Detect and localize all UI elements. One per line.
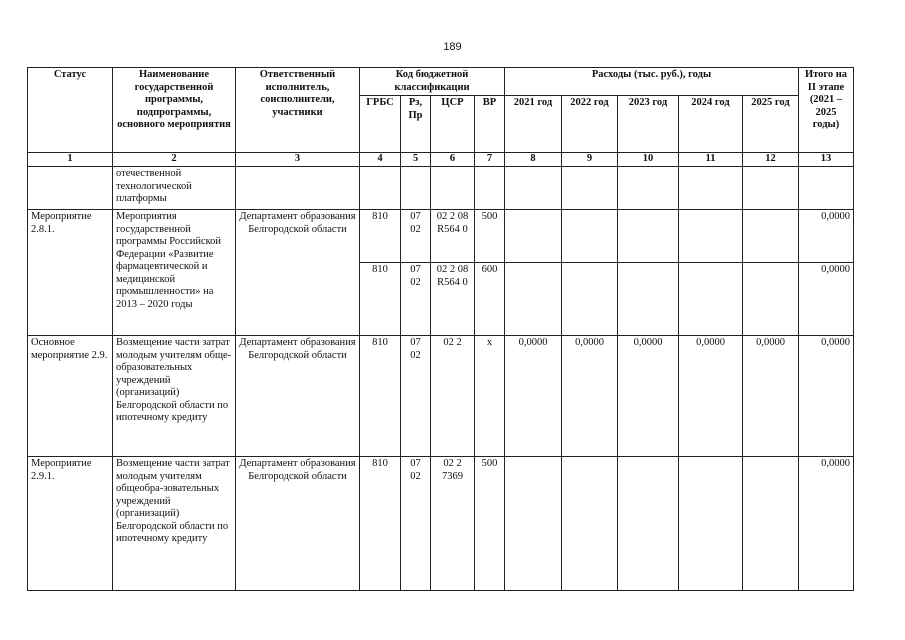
grbs-cell: 810 (360, 457, 401, 591)
header-csr: ЦСР (431, 96, 475, 153)
amount-2023-cell: 0,0000 (618, 336, 679, 457)
header-total: Итого на II этапе (2021 – 2025 годы) (799, 68, 854, 153)
table-row-continued (28, 167, 854, 210)
page-number: 189 (443, 41, 462, 53)
grbs-cell: 810 (360, 210, 401, 263)
amount-2021-cell: 0,0000 (505, 336, 562, 457)
header-2022: 2022 год (562, 96, 618, 153)
table-row-2-9 (28, 336, 854, 457)
total-cell: 0,0000 (799, 263, 854, 336)
col-num: 13 (799, 153, 854, 167)
name-cell: Возмещение части затрат молодым учителям общеобра-зовательных учреждений (организаций) Белгородской области по ипотечному кредиту (113, 457, 236, 591)
csr-cell: 02 2 7369 (431, 457, 475, 591)
rzpr-cell: 07 02 (401, 210, 431, 263)
csr-cell: 02 2 08 R564 0 (431, 210, 475, 263)
status-cell: Мероприятие 2.9.1. (28, 457, 113, 591)
col-num: 6 (431, 153, 475, 167)
header-vr: ВР (475, 96, 505, 153)
total-cell: 0,0000 (799, 336, 854, 457)
col-num: 9 (562, 153, 618, 167)
header-row-1 (28, 68, 854, 96)
col-num: 10 (618, 153, 679, 167)
vr-cell: 500 (475, 457, 505, 591)
col-num: 12 (743, 153, 799, 167)
col-num: 2 (113, 153, 236, 167)
col-num: 8 (505, 153, 562, 167)
vr-cell: 500 (475, 210, 505, 263)
header-2024: 2024 год (679, 96, 743, 153)
header-status: Статус (28, 68, 113, 153)
col-num: 3 (236, 153, 360, 167)
name-cell: Мероприятия государственной программы Российской Федерации «Развитие фармацевтической и медицинской промышленности» на 2013 – 2020 годы (113, 210, 236, 336)
rzpr-cell: 07 02 (401, 263, 431, 336)
name-cell: Возмещение части затрат молодым учителям обще-образовательных учреждений (организаций) Белгородской области по ипотечному кредиту (113, 336, 236, 457)
col-num: 4 (360, 153, 401, 167)
responsible-cell: Департамент образования Белгородской области (236, 457, 360, 591)
grbs-cell: 810 (360, 336, 401, 457)
grbs-cell: 810 (360, 263, 401, 336)
amount-2025-cell: 0,0000 (743, 336, 799, 457)
budget-table (27, 67, 854, 591)
header-rzpr: Рз, Пр (401, 96, 431, 153)
col-num: 11 (679, 153, 743, 167)
status-cell: Основное мероприятие 2.9. (28, 336, 113, 457)
header-2025: 2025 год (743, 96, 799, 153)
table-row-2-9-1 (28, 457, 854, 591)
csr-cell: 02 2 (431, 336, 475, 457)
header-responsible: Ответственный исполнитель, соисполнители, участники (236, 68, 360, 153)
header-budget-code: Код бюджетной классификации (360, 68, 505, 96)
header-2023: 2023 год (618, 96, 679, 153)
rzpr-cell: 07 02 (401, 457, 431, 591)
csr-cell: 02 2 08 R564 0 (431, 263, 475, 336)
responsible-cell: Департамент образования Белгородской области (236, 210, 360, 336)
vr-cell: х (475, 336, 505, 457)
col-num: 1 (28, 153, 113, 167)
rzpr-cell: 07 02 (401, 336, 431, 457)
header-name: Наименование государственной программы, подпрограммы, основного мероприятия (113, 68, 236, 153)
col-num: 7 (475, 153, 505, 167)
table-row-2-8-1-a (28, 210, 854, 263)
header-grbs: ГРБС (360, 96, 401, 153)
continued-name: отечественной технологической платформы (113, 167, 236, 210)
amount-2024-cell: 0,0000 (679, 336, 743, 457)
total-cell: 0,0000 (799, 210, 854, 263)
status-cell: Мероприятие 2.8.1. (28, 210, 113, 336)
total-cell: 0,0000 (799, 457, 854, 591)
responsible-cell: Департамент образования Белгородской области (236, 336, 360, 457)
header-expenses: Расходы (тыс. руб.), годы (505, 68, 799, 96)
header-2021: 2021 год (505, 96, 562, 153)
col-num: 5 (401, 153, 431, 167)
column-number-row (28, 153, 854, 167)
amount-2022-cell: 0,0000 (562, 336, 618, 457)
vr-cell: 600 (475, 263, 505, 336)
